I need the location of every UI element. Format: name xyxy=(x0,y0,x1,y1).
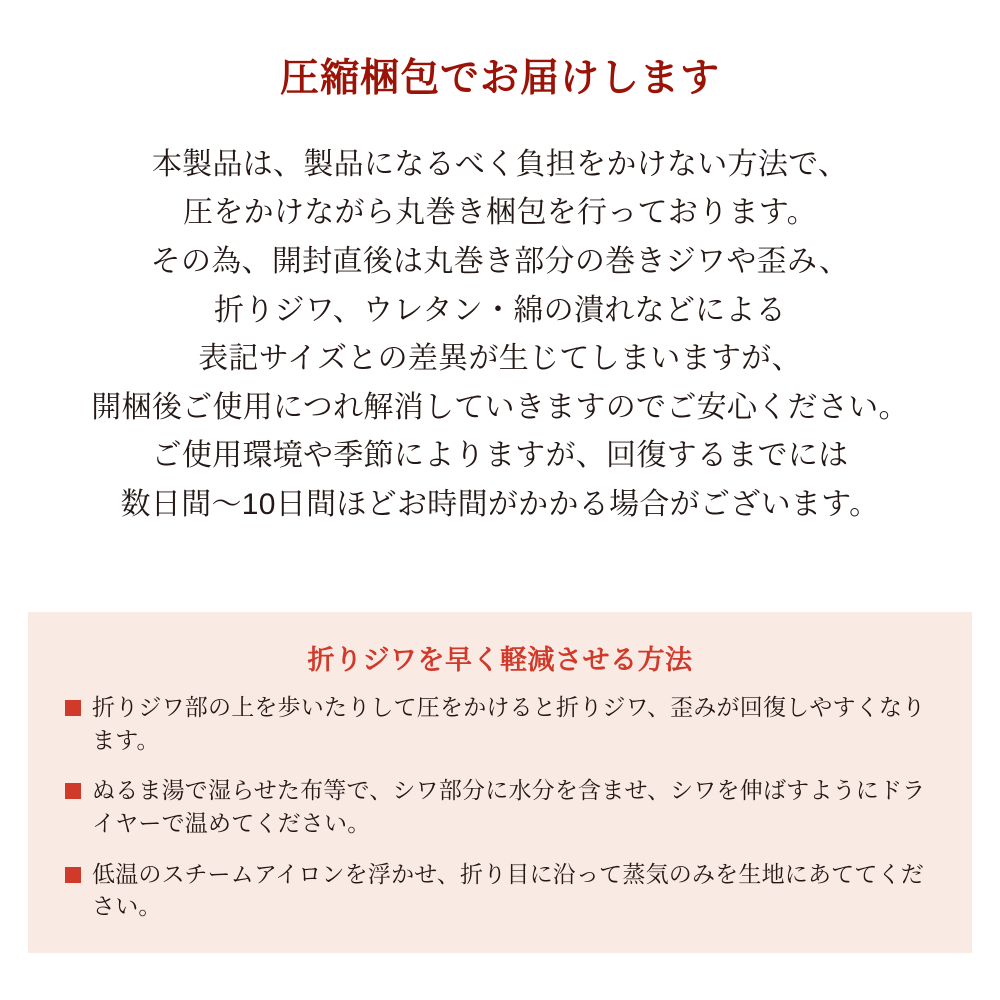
list-item-text: 低温のスチームアイロンを浮かせ、折り目に沿って蒸気のみを生地にあててください。 xyxy=(92,860,924,920)
intro-line: 圧をかけながら丸巻き梱包を行っております。 xyxy=(183,196,817,230)
square-bullet-icon xyxy=(65,867,81,883)
intro-line: その為、開封直後は丸巻き部分の巻きジワや歪み、 xyxy=(150,244,850,278)
intro-line: 開梱後ご使用につれ解消していきますのでご安心ください。 xyxy=(91,390,909,424)
list-item-text: ぬるま湯で湿らせた布等で、シワ部分に水分を含ませ、シワを伸ばすようにドライヤーで温めてください。 xyxy=(92,777,926,836)
intro-line: 表記サイズとの差異が生じてしまいますが、 xyxy=(198,342,802,376)
list-item xyxy=(62,691,938,756)
intro-line: 数日間〜10日間ほどお時間がかかる場合がございます。 xyxy=(120,487,880,521)
intro-line: 折りジワ、ウレタン・綿の潰れなどによる xyxy=(213,293,787,327)
page-title: 圧縮梱包でお届けします xyxy=(279,57,720,100)
intro-paragraph xyxy=(0,141,1000,530)
tips-list xyxy=(62,691,938,923)
square-bullet-icon xyxy=(65,783,81,799)
list-item xyxy=(62,858,938,923)
intro-line: ご使用環境や季節によりますが、回復するまでには xyxy=(151,439,849,473)
square-bullet-icon xyxy=(65,700,81,716)
list-item xyxy=(62,774,938,839)
tips-heading: 折りジワを早く軽減させる方法 xyxy=(307,645,693,675)
list-item-text: 折りジワ部の上を歩いたりして圧をかけると折りジワ、歪みが回復しやすくなります。 xyxy=(92,694,926,753)
tips-box xyxy=(28,612,972,953)
intro-line: 本製品は、製品になるべく負担をかけない方法で、 xyxy=(151,147,849,181)
